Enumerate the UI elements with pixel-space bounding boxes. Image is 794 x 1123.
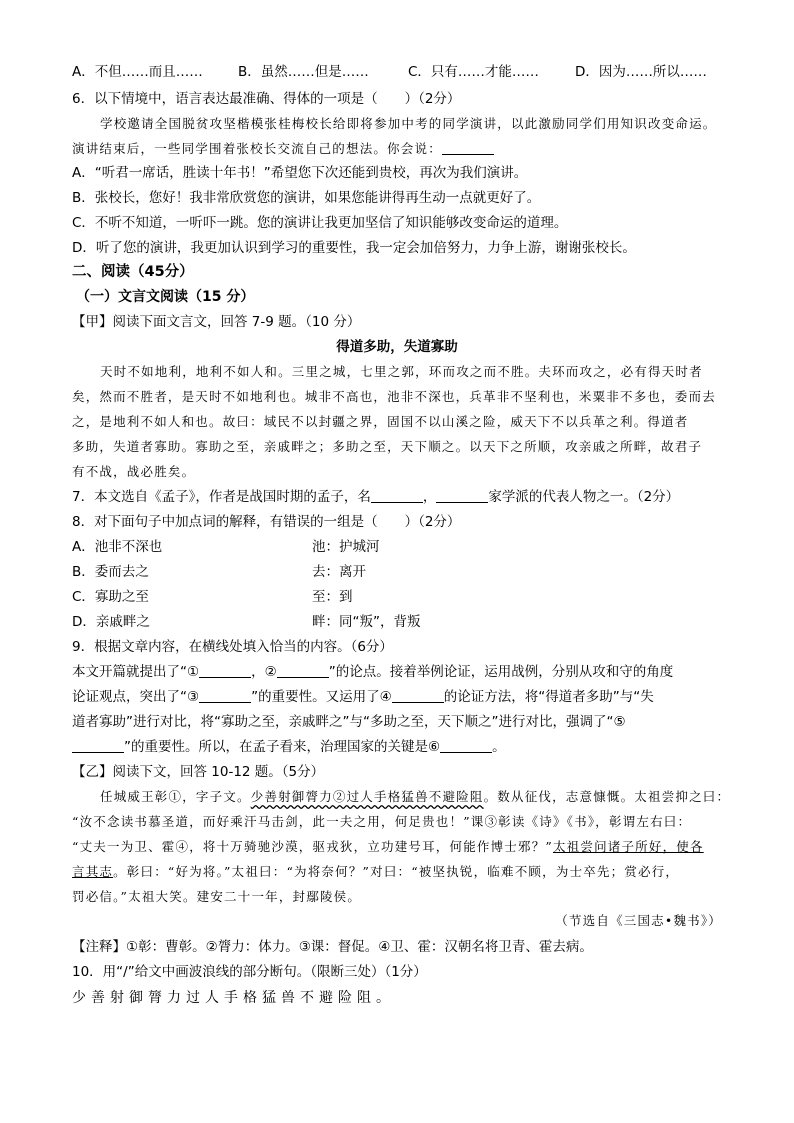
yi-source: （节选自《三国志•魏书》） xyxy=(555,913,722,928)
q7 xyxy=(72,487,679,507)
yi-underlined-3b: 太祖尝问诸子所好，使各 xyxy=(552,839,704,854)
q9-line-1 xyxy=(72,662,673,682)
q5-option-a[interactable]: A．不但……而且…… xyxy=(72,64,203,80)
q8-option-a-def: 池：护城河 xyxy=(312,539,380,555)
q9-blank-4[interactable] xyxy=(392,688,444,703)
q9-line-3: 道者寡助”进行对比，将“寡助之至，亲戚畔之”与“多助之至，天下顺之”进行对比，强调了“⑤ xyxy=(72,714,626,730)
q9-line-2 xyxy=(72,687,654,707)
q8-stem: 8．对下面句子中加点词的解释，有错误的一组是（ ）（2分） xyxy=(72,514,461,530)
q7-blank-2[interactable] xyxy=(436,488,488,503)
q8-option-c[interactable] xyxy=(72,587,472,607)
q10-stem: 10．用“/”给文中画波浪线的部分断句。（限断三处）（1分） xyxy=(72,964,427,980)
jia-intro: 【甲】阅读下面文言文，回答 7-9 题。（10 分） xyxy=(72,314,361,330)
q7-text-a: 7．本文选自《孟子》，作者是战国时期的孟子，名 xyxy=(72,489,371,505)
q9-line-4 xyxy=(72,737,506,757)
q6-scene-line-1: 学校邀请全国脱贫攻坚楷模张桂梅校长给即将参加中考的同学演讲，以此激励同学们用知识改变命运。 xyxy=(100,116,717,131)
q9-text-2a: 论证观点，突出了“③ xyxy=(72,689,200,705)
q9-blank-6[interactable] xyxy=(440,738,492,753)
yi-text-1c: 。数从征伐，志意慷慨。太祖尝抑之曰： xyxy=(483,789,731,804)
q8-option-b-def: 去：离开 xyxy=(312,564,366,580)
q5-options xyxy=(72,62,722,82)
yi-notes: 【注释】①彰：曹彰。②膂力：体力。③课：督促。④卫、霍：汉朝名将卫青、霍去病。 xyxy=(72,939,593,955)
q6-answer-blank[interactable] xyxy=(442,140,494,155)
yi-text-3a: “丈夫一为卫、霍④，将十万骑驰沙漠，驱戎狄，立功建号耳，何能作博士邪？” xyxy=(72,839,553,854)
q6-option-b[interactable]: B．张校长，您好！我非常欣赏您的演讲，如果您能讲得再生动一点就更好了。 xyxy=(72,190,541,206)
subsection-1-title: （一）文言文阅读（15 分） xyxy=(76,289,255,305)
q6-scene-line-2 xyxy=(72,139,494,159)
jia-line-5: 有不战，战必胜矣。 xyxy=(72,464,196,479)
q9-blank-3[interactable] xyxy=(199,688,251,703)
q9-text-2c: 的论证方法，将“得道者多助”与“失 xyxy=(443,689,654,705)
jia-line-3: 之，是地利不如人和也。故曰：域民不以封疆之界，固国不以山溪之险，威天下不以兵革之利。得道者 xyxy=(72,414,689,429)
jia-line-4: 多助，失道者寡助。寡助之至，亲戚畔之；多助之至，天下顺之。以天下之所顺，攻亲戚之所畔，故君子 xyxy=(72,439,703,454)
q6-option-c[interactable]: C．不听不知道，一听吓一跳。您的演讲让我更加坚信了知识能够改变命运的道理。 xyxy=(72,215,568,231)
q9-text-1c: ”的论点。接着举例论证，运用战例，分别从攻和守的角度 xyxy=(328,664,674,680)
q8-option-b-item: B．委而去之 xyxy=(72,564,149,580)
q9-text-1a: 本文开篇就提出了“① xyxy=(72,664,200,680)
q9-text-1b: ，② xyxy=(251,664,277,680)
q9-blank-1[interactable] xyxy=(199,663,251,678)
q9-blank-5[interactable] xyxy=(72,738,124,753)
q9-blank-2[interactable] xyxy=(277,663,329,678)
yi-wavy-sentence: 少善射御膂力②过人手格猛兽不避险阻 xyxy=(250,789,484,804)
q8-option-d[interactable] xyxy=(72,612,472,632)
q7-text-b: ， xyxy=(422,489,437,505)
q6-stem: 6．以下情境中，语言表达最准确、得体的一项是（ ）（2分） xyxy=(72,91,461,107)
q5-option-d[interactable]: D．因为……所以…… xyxy=(575,64,707,80)
q8-option-a[interactable] xyxy=(72,537,472,557)
yi-text-4b: 。彰曰：“好为将。”太祖曰：“为将奈何？”对曰：“被坚执锐，临难不顾，为士卒先；赏必行， xyxy=(113,864,680,879)
q10-answer-line[interactable]: 少善射御膂力过人手格猛兽不避险阻。 xyxy=(72,990,395,1006)
yi-line-3 xyxy=(72,837,704,857)
q6-option-a[interactable]: A．“听君一席话，胜读十年书！”希望您下次还能到贵校，再次为我们演讲。 xyxy=(72,165,528,181)
section-2-title: 二、阅读（45分） xyxy=(72,264,194,280)
q9-stem: 9．根据文章内容，在横线处填入恰当的内容。（6分） xyxy=(72,639,393,655)
q8-option-d-def: 畔：同“叛”，背叛 xyxy=(312,614,421,630)
q9-text-2b: ”的重要性。又运用了④ xyxy=(251,689,392,705)
q7-blank-1[interactable] xyxy=(371,488,423,503)
jia-line-2: 矣，然而不胜者，是天时不如地利也。城非不高也，池非不深也，兵革非不坚利也，米粟非不多也，委而去 xyxy=(72,389,716,404)
q8-option-b[interactable] xyxy=(72,562,472,582)
yi-text-1a: 任城威王彰①，字子文。 xyxy=(100,789,251,804)
q8-option-a-item: A．池非不深也 xyxy=(72,539,163,555)
q5-option-b[interactable]: B．虽然……但是…… xyxy=(238,64,369,80)
jia-passage-title: 得道多助，失道寡助 xyxy=(336,339,458,355)
q8-option-c-def: 至：到 xyxy=(312,589,353,605)
q9-text-4a: ”的重要性。所以，在孟子看来，治理国家的关键是⑥ xyxy=(124,739,441,755)
q8-option-c-item: C．寡助之至 xyxy=(72,589,149,605)
q6-option-d[interactable]: D．听了您的演讲，我更加认识到学习的重要性，我一定会加倍努力，力争上游，谢谢张校长。 xyxy=(72,240,636,256)
q7-text-c: 家学派的代表人物之一。（2分） xyxy=(488,489,680,505)
q9-text-4b: 。 xyxy=(492,739,506,755)
yi-underlined-4a: 言其志 xyxy=(72,864,114,879)
yi-line-1 xyxy=(100,787,730,807)
yi-line-4 xyxy=(72,862,679,882)
q6-scene-text: 演讲结束后，一些同学围着张校长交流自己的想法。你会说： xyxy=(72,141,442,156)
q8-option-d-item: D．亲戚畔之 xyxy=(72,614,150,630)
yi-intro: 【乙】阅读下文，回答 10-12 题。（5分） xyxy=(72,764,325,780)
jia-line-1: 天时不如地利，地利不如人和。三里之城，七里之郭，环而攻之而不胜。夫环而攻之，必有得天时者 xyxy=(100,364,703,379)
q5-option-c[interactable]: C．只有……才能…… xyxy=(408,64,539,80)
yi-line-2: “汝不念读书慕圣道，而好乘汗马击剑，此一夫之用，何足贵也！”课③彰读《诗》《书》，彰谓左右曰： xyxy=(72,814,692,829)
yi-line-5: 罚必信。”太祖大笑。建安二十一年，封鄢陵侯。 xyxy=(72,889,362,904)
